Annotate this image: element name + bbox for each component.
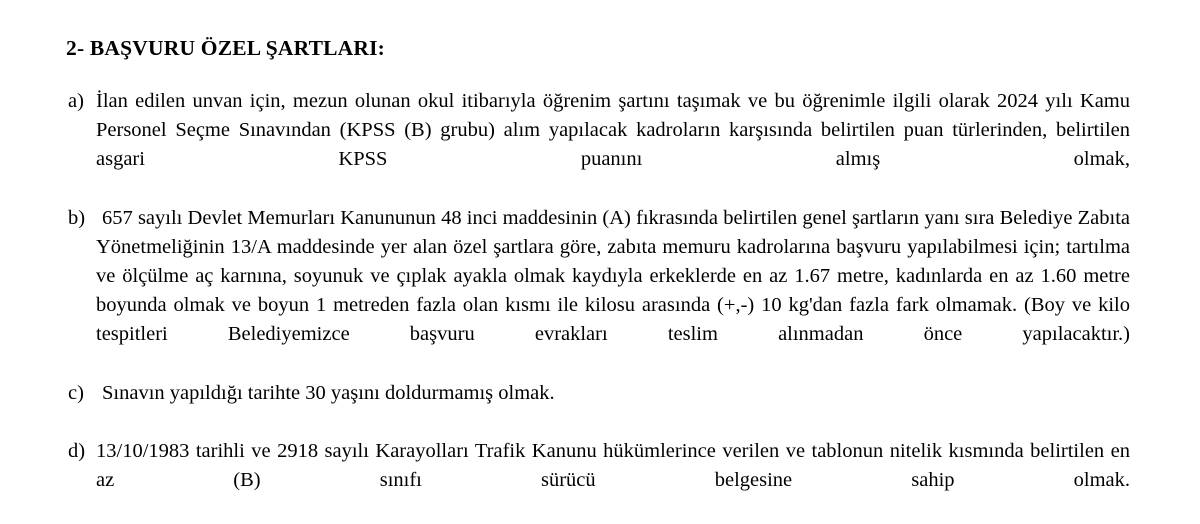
list-item-text: 657 sayılı Devlet Memurları Kanununun 48 inci maddesinin (A) fıkrasında belirtilen genel şartların yanı sıra Belediye Zabıta Yönetmeliğinin 13/A maddesinde yer alan özel şartlara göre, zabıta memuru kadrolarına başvuru yapılabilmesi için; tartılma ve ölçülme aç karnına, soyunuk ve çıplak ayakla olmak kaydıyla erkeklerde en az 1.67 metre, kadınlarda en az 1.60 metre boyunda olmak ve boyun 1 metreden fazla olan kısmı ile kilosu arasında (+,-) 10 kg'dan fazla fark olmamak. (Boy ve kilo tespitleri Belediyemizce başvuru evrakları teslim alınmadan önce yapılacaktır.) bbox=[96, 207, 1130, 345]
list-item-marker: d) bbox=[68, 440, 86, 462]
list-item-marker: b) bbox=[68, 207, 86, 229]
list-item-marker: a) bbox=[68, 90, 84, 112]
list-item bbox=[62, 379, 1130, 437]
conditions-list bbox=[62, 87, 1130, 524]
page-title: 2- BAŞVURU ÖZEL ŞARTLARI: bbox=[66, 36, 386, 60]
list-item bbox=[62, 437, 1130, 524]
list-item-text: Sınavın yapıldığı tarihte 30 yaşını doldurmamış olmak. bbox=[102, 382, 555, 404]
list-item-marker: c) bbox=[68, 382, 84, 404]
list-item bbox=[62, 87, 1130, 203]
list-item-text: 13/10/1983 tarihli ve 2918 sayılı Karayolları Trafik Kanunu hükümlerince verilen ve tablonun nitelik kısmında belirtilen en az (B) sınıfı sürücü belgesine sahip olmak. bbox=[96, 440, 1130, 491]
list-item bbox=[62, 204, 1130, 378]
list-item-text: İlan edilen unvan için, mezun olunan okul itibarıyla öğrenim şartını taşımak ve bu öğrenimle ilgili olarak 2024 yılı Kamu Personel Seçme Sınavından (KPSS (B) grubu) alım yapılacak kadroların karşısında belirtilen puan türlerinden, belirtilen asgari KPSS puanını almış olmak, bbox=[96, 90, 1130, 170]
